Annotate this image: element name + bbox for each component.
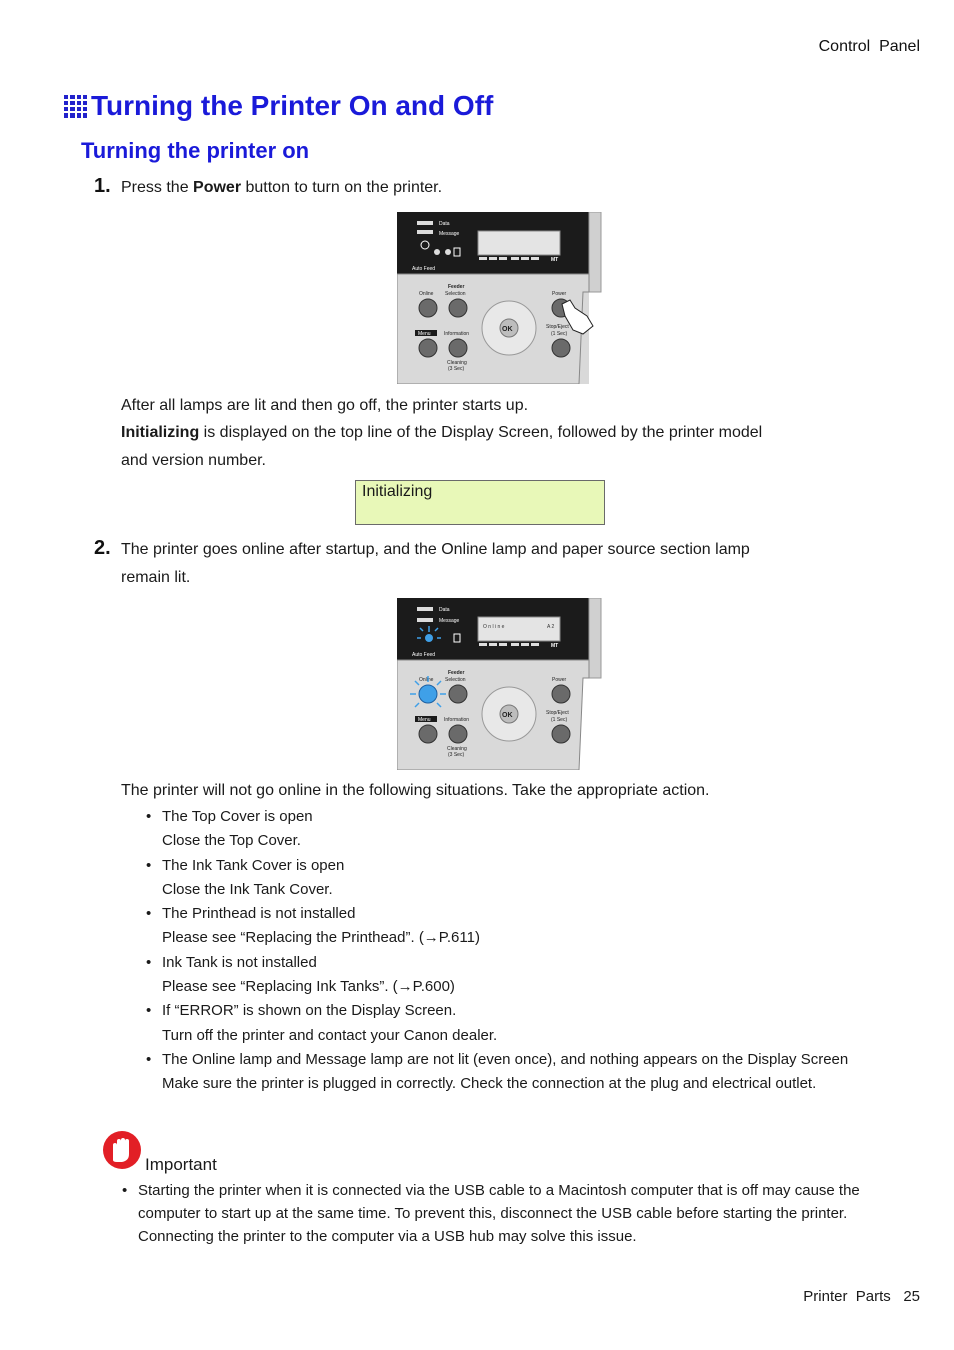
control-panel-power-image bbox=[397, 212, 603, 384]
svg-text:Data: Data bbox=[439, 221, 450, 227]
svg-text:Online: Online bbox=[419, 291, 434, 297]
svg-text:O n l i n e: O n l i n e bbox=[483, 624, 505, 630]
page-footer: Printer Parts 25 bbox=[803, 1288, 920, 1305]
running-header: Control Panel bbox=[818, 38, 920, 55]
svg-text:Information: Information bbox=[444, 717, 470, 723]
svg-text:Power: Power bbox=[552, 677, 567, 683]
list-item: • The Online lamp and Message lamp are not lit (even once), and nothing appears on the Display Screen Make sure the printer is plugged in correctly. Check the connection at the plug and electrical outlet. bbox=[146, 1048, 851, 1097]
section-heading: Turning the printer on bbox=[81, 138, 310, 163]
display-screen-box: Initializing bbox=[355, 480, 605, 525]
important-label: Important bbox=[145, 1155, 217, 1174]
svg-text:Menu: Menu bbox=[418, 717, 431, 723]
svg-text:(1 Sec): (1 Sec) bbox=[551, 717, 568, 723]
svg-text:Stop/Eject: Stop/Eject bbox=[546, 324, 569, 330]
list-item: • If “ERROR” is shown on the Display Screen. Turn off the printer and contact your Canon dealer. bbox=[146, 999, 886, 1048]
page-number: 25 bbox=[903, 1288, 920, 1305]
after-lamps-text: After all lamps are lit and then go off, the printer starts up. bbox=[121, 397, 529, 414]
important-list bbox=[122, 1179, 862, 1248]
svg-text:Online: Online bbox=[419, 677, 434, 683]
svg-text:Data: Data bbox=[439, 607, 450, 613]
stop-icon bbox=[552, 725, 570, 743]
svg-text:Message: Message bbox=[439, 618, 460, 624]
svg-text:Stop/Eject: Stop/Eject bbox=[546, 710, 569, 716]
svg-text:Selection: Selection bbox=[445, 677, 466, 683]
svg-text:Message: Message bbox=[439, 231, 460, 237]
list-item: • Starting the printer when it is connected via the USB cable to a Macintosh computer that is off may cause the computer to start up at the same time. To prevent this, disconnect the USB cable before starting the printer. Connecting the printer to the computer via a USB hub may solve this issue. bbox=[122, 1179, 862, 1248]
not-online-intro: The printer will not go online in the following situations. Take the appropriate action. bbox=[121, 782, 710, 799]
step1-text: Press the Power button to turn on the printer. bbox=[121, 179, 443, 196]
svg-text:Power: Power bbox=[552, 291, 567, 297]
svg-text:OK: OK bbox=[502, 712, 513, 719]
svg-text:Feeder: Feeder bbox=[448, 284, 465, 290]
list-item: • The Ink Tank Cover is open Close the Ink Tank Cover. bbox=[146, 854, 886, 903]
svg-text:Auto Feed: Auto Feed bbox=[412, 652, 436, 658]
list-item: • The Top Cover is open Close the Top Cover. bbox=[146, 805, 886, 854]
svg-text:(1 Sec): (1 Sec) bbox=[551, 331, 568, 337]
situations-list bbox=[146, 805, 886, 1097]
svg-text:Feeder: Feeder bbox=[448, 670, 465, 676]
step-number: 1. bbox=[94, 175, 111, 197]
grid-heading-icon bbox=[64, 95, 87, 118]
svg-text:Information: Information bbox=[444, 331, 470, 337]
svg-text:Auto Feed: Auto Feed bbox=[412, 266, 436, 272]
control-panel-online-image bbox=[397, 598, 603, 770]
svg-text:A 2: A 2 bbox=[547, 624, 555, 630]
svg-text:(3 Sec): (3 Sec) bbox=[448, 366, 465, 372]
page-title: Turning the Printer On and Off bbox=[91, 90, 494, 121]
list-item: • The Printhead is not installed Please see “Replacing the Printhead”. (→P.611) bbox=[146, 902, 886, 951]
svg-text:Selection: Selection bbox=[445, 291, 466, 297]
svg-text:(3 Sec): (3 Sec) bbox=[448, 752, 465, 758]
svg-text:Menu: Menu bbox=[418, 331, 431, 337]
page-title-block bbox=[64, 90, 493, 122]
svg-text:OK: OK bbox=[502, 326, 513, 333]
important-hand-icon bbox=[102, 1130, 142, 1170]
step-number: 2. bbox=[94, 537, 111, 559]
list-item: • Ink Tank is not installed Please see “Replacing Ink Tanks”. (→P.600) bbox=[146, 951, 886, 1000]
power-icon bbox=[552, 685, 570, 703]
initializing-paragraph: Initializing is displayed on the top line of the Display Screen, followed by the printer model and version number. bbox=[121, 424, 763, 469]
svg-text:MT: MT bbox=[551, 643, 559, 649]
svg-text:Cleaning: Cleaning bbox=[447, 746, 467, 752]
svg-text:Cleaning: Cleaning bbox=[447, 360, 467, 366]
step2-text: The printer goes online after startup, and the Online lamp and paper source section lamp remain lit. bbox=[121, 541, 750, 586]
svg-text:MT: MT bbox=[551, 257, 559, 263]
